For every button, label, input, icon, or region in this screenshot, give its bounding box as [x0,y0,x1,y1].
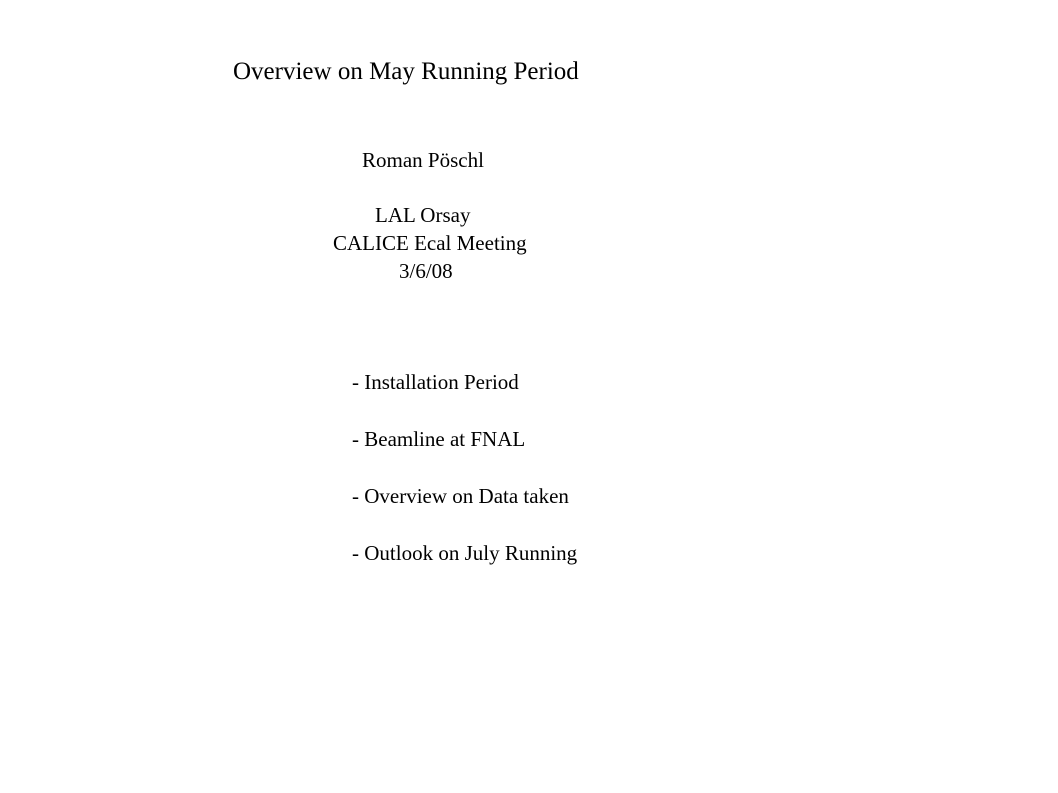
agenda-list [352,368,577,596]
agenda-item-installation: - Installation Period [352,370,519,394]
agenda-item-data-overview: - Overview on Data taken [352,484,569,508]
meeting-name: CALICE Ecal Meeting [333,231,527,255]
author-name: Roman Pöschl [362,148,484,172]
agenda-item-beamline: - Beamline at FNAL [352,427,526,451]
affiliation: LAL Orsay [375,203,471,227]
meeting-date: 3/6/08 [399,259,453,283]
slide-title: Overview on May Running Period [233,58,579,85]
agenda-item-outlook: - Outlook on July Running [352,541,578,565]
